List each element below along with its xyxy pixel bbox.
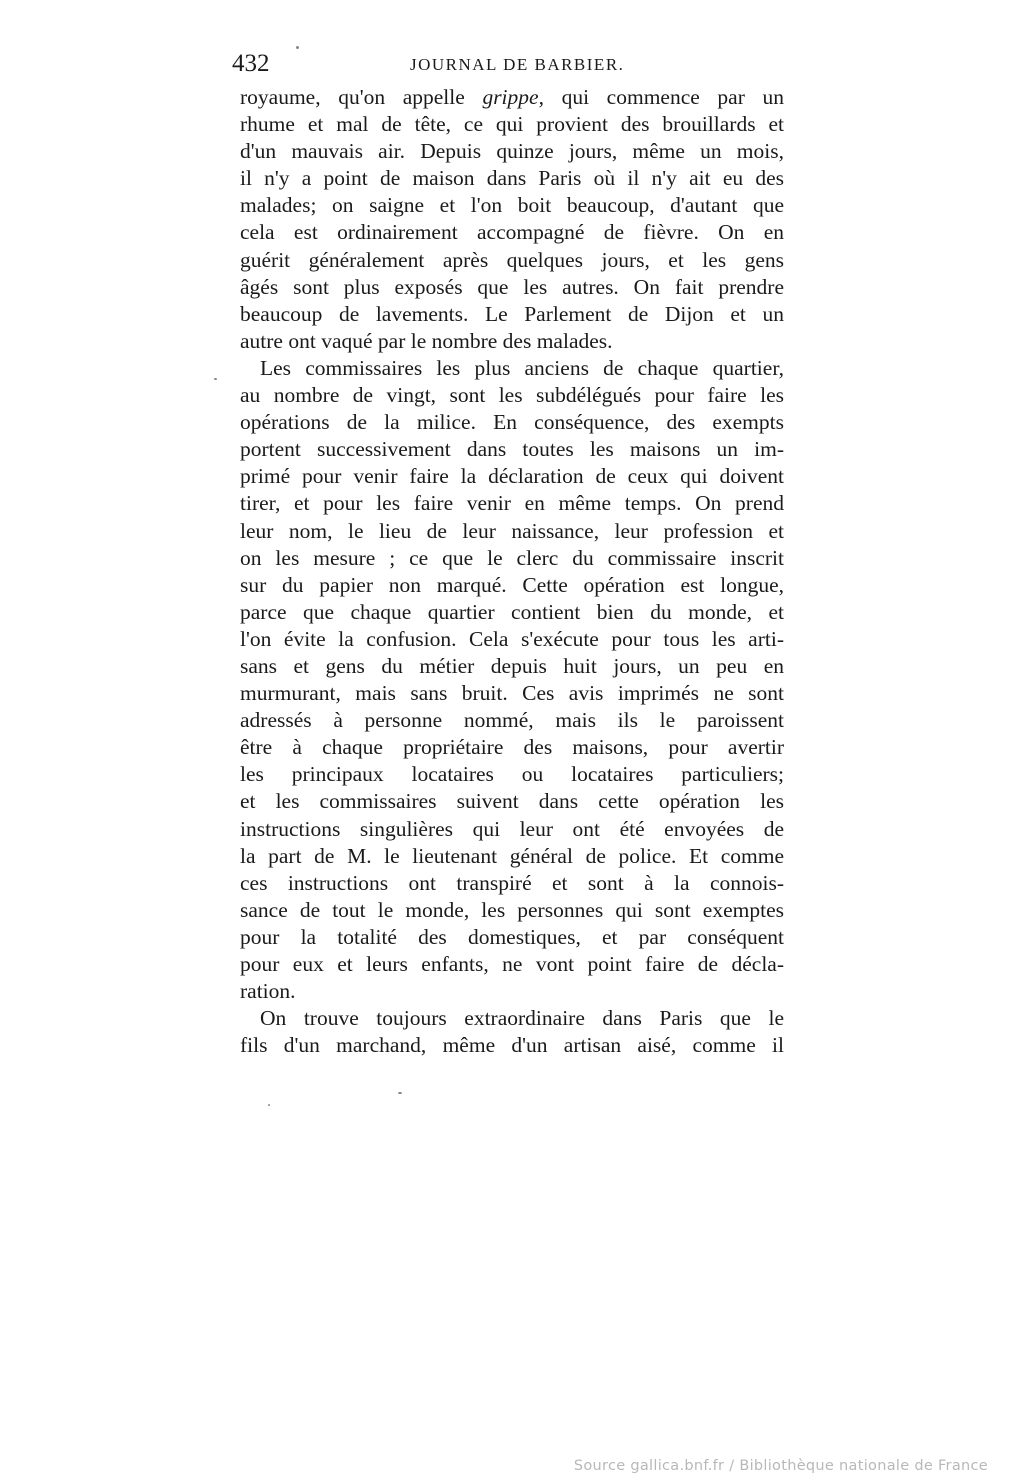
paragraph1-line: beaucoup de lavements. Le Parlement de Dijon et un	[240, 301, 784, 326]
scan-speck	[398, 1092, 402, 1094]
paragraph1-line: d'un mauvais air. Depuis quinze jours, même un mois,	[240, 139, 784, 164]
paragraph2-line: pour la totalité des domestiques, et par conséquent	[240, 924, 784, 949]
paragraph2-line: ces instructions ont transpiré et sont à la connois-	[240, 870, 784, 895]
paragraph2-line: adressés à personne nommé, mais ils le paroissent	[240, 708, 784, 733]
paragraph3-line: fils d'un marchand, même d'un artisan aisé, comme il	[240, 1033, 784, 1058]
paragraph2-line: Les commissaires les plus anciens de chaque quartier,	[260, 355, 784, 380]
paragraph1-line: rhume et mal de tête, ce qui provient des brouillards et	[240, 112, 784, 137]
paragraph1-line: cela est ordinairement accompagné de fièvre. On en	[240, 220, 784, 245]
paragraph3-line: On trouve toujours extraordinaire dans Paris que le	[260, 1006, 784, 1031]
paragraph2-line: opérations de la milice. En conséquence, des exempts	[240, 410, 784, 435]
paragraph2-line: la part de M. le lieutenant général de police. Et comme	[240, 843, 784, 868]
paragraph1-line: royaume, qu'on appelle grippe, qui commence par un	[240, 85, 784, 109]
paragraph2-line: primé pour venir faire la déclaration de ceux qui doivent	[240, 464, 784, 489]
paragraph2-line: pour eux et leurs enfants, ne vont point faire de décla-	[240, 952, 784, 976]
paragraph2-line: au nombre de vingt, sont les subdélégués pour faire les	[240, 383, 784, 408]
running-title: JOURNAL DE BARBIER.	[410, 55, 625, 74]
paragraph2-line: instructions singulières qui leur ont été envoyées de	[240, 816, 784, 841]
paragraph2-line: sance de tout le monde, les personnes qui sont exemptes	[240, 897, 784, 922]
paragraph2-line: on les mesure ; ce que le clerc du commissaire inscrit	[240, 545, 784, 570]
page-number: 432	[232, 50, 270, 77]
paragraph2-line: portent successivement dans toutes les maisons un im-	[240, 437, 784, 462]
paragraph1-line: âgés sont plus exposés que les autres. On fait prendre	[240, 274, 784, 299]
paragraph1-line: guérit généralement après quelques jours, et les gens	[240, 247, 784, 272]
paragraph2-line: et les commissaires suivent dans cette opération les	[240, 789, 784, 814]
paragraph2-line: l'on évite la confusion. Cela s'exécute pour tous les arti-	[240, 626, 784, 651]
paragraph2-line: sans et gens du métier depuis huit jours, un peu en	[240, 653, 784, 678]
body-text	[240, 84, 784, 1059]
paragraph2-line: sur du papier non marqué. Cette opération est longue,	[240, 572, 784, 597]
paragraph2-line: les principaux locataires ou locataires particuliers;	[240, 762, 784, 787]
running-head	[232, 50, 782, 80]
source-footer: Source gallica.bnf.fr / Bibliothèque nationale de France	[573, 1458, 988, 1474]
paragraph1-line: malades; on saigne et l'on boit beaucoup, d'autant que	[240, 193, 784, 218]
paragraph2-line: parce que chaque quartier contient bien du monde, et	[240, 599, 784, 624]
scan-speck	[296, 46, 299, 49]
scan-speck	[214, 378, 217, 380]
paragraph2-line: murmurant, mais sans bruit. Ces avis imprimés ne sont	[240, 681, 784, 706]
paragraph2-line: leur nom, le lieu de leur naissance, leur profession et	[240, 518, 784, 543]
scan-speck	[268, 1104, 270, 1106]
paragraph1-line: autre ont vaqué par le nombre des malades.	[240, 328, 613, 353]
paragraph1-line: il n'y a point de maison dans Paris où il n'y ait eu des	[240, 166, 784, 191]
italic-word: grippe	[482, 85, 539, 109]
paragraph2-line: ration.	[240, 979, 296, 1004]
paragraph2-line: être à chaque propriétaire des maisons, pour avertir	[240, 735, 784, 760]
paragraph2-line: tirer, et pour les faire venir en même temps. On prend	[240, 491, 784, 516]
